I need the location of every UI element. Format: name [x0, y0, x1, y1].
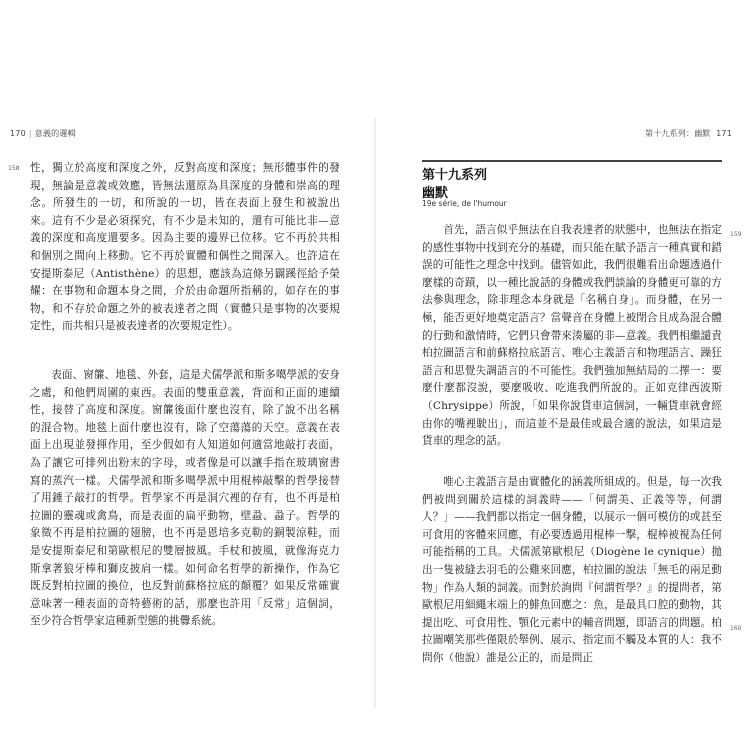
left-page-number: 170: [10, 129, 26, 138]
left-running-head: [10, 128, 76, 139]
right-paragraph-2: 唯心主義語言是由實體化的涵義所組成的。但是，每一次我們被問到關於這樣的詞義時——「何謂美、正義等等，何謂人？」——我們都以指定一個身體，以展示一個可模仿的或甚至可食用的客體來回應，有必要透過用棍棒一擊，棍棒被視為任何可能指稱的工具。犬儒派第歐根尼（Diogène le cynique）拋出一隻被縫去羽毛的公雞來回應，柏拉圖的說法「無毛的兩足動物」作為人類的詞義。而對於詢問『何謂哲學？』的提問者，第歐根尼用細繩末端上的鯡魚回應之：魚，是最具口腔的動物，其提出吃、可食用性、顎化元素中的輔音問題，即語言的問題。柏拉圖嘲笑那些僅限於舉例、展示、指定而不觸及本質的人：我不問你（他說）誰是公正的，而是問正: [422, 476, 722, 664]
chapter-rule: [422, 160, 722, 162]
right-paragraph-1: 首先，語言似乎無法在自我表達者的狀態中，也無法在指定的感性事物中找到充分的基礎，而只能在賦予語言一種真實和錯誤的可能性之理念中找到。儘管如此，我們很難看出命題透過什麼樣的奇蹟，以一種比說話的身體或我們談論的身體更可靠的方法參與理念，除非理念本身就是「名稱自身」。而身體，在另一極，能否更好地奠定語言？當聲音在身體上被閉合且成為混合體的行動和激情時，它們只會帶來湊屬的非—意義。我們相繼譴責柏拉圖語言和前蘇格拉底語言、唯心主義語言和物理語言、躁狂語言和思覺失調語言的不可能性。我們強加無結局的二擇一：要麼什麼都沒說，要麼吸收、吃進我們所說的。正如克律西波斯（Chrysippe）所說，「如果你說貨車這個詞，一輛貨車就會經由你的嘴裡駛出」，而這並不是最佳或最合適的說法，如果這是貨車的理念的話。: [422, 224, 722, 448]
left-paragraph-1: 性，獨立於高度和深度之外，反對高度和深度；無形體事件的發現，無論是意義或效應，皆無法還原為具深度的身體和崇高的理念。所發生的一切，和所說的一切，皆在表面上發生和被說出來。這有不少是必須探究，有不少是未知的，還有可能比非—意義的深度和高度還要多。因為主要的邊界已位移。它不再於共相和個別之間向上移動。它不再於實體和偶性之間深入。也許這在安提斯泰尼（Antisthène）的思想，應該為這條另闢蹊徑給予榮耀：在事物和命題本身之間，介於由命題所指稱的，如存在的事物，和不存於命題之外的被表達者之間（實體只是事物的次要規定性，而共相只是被表達者的次要規定性）。: [30, 162, 340, 333]
right-page-number: 171: [716, 129, 732, 138]
right-margin-number-1: 159: [730, 231, 742, 238]
chapter-french-title: 19e série, de l'humour: [422, 199, 507, 208]
left-margin-number: 158: [8, 165, 20, 172]
left-paragraph-2: 表面、窗簾、地毯、外套，這是犬儒學派和斯多噶學派的安身之處，和他們周圍的東西。表面的雙重意義，背面和正面的連續性，接替了高度和深度。窗簾後面什麼也沒有，除了說不出名稱的混合物。地毯上面什麼也沒有，除了空蕩蕩的天空。意義在表面上出現並發揮作用，至少假如有人知道如何適當地敲打表面，為了讓它可排列出粉末的字母，或者像是可以讓手指在玻璃窗書寫的蒸汽一樣。犬儒學派和斯多噶學派中用棍棒敲擊的哲學接替了用錘子敲打的哲學。哲學家不再是洞穴裡的存有，也不再是柏拉圖的靈魂或禽鳥，而是表面的扁平動物，壁蝨、蝨子。哲學的象徵不再是柏拉圖的翅膀，也不再是恩培多克勒的銅製涼鞋，而是安提斯泰尼和第歐根尼的雙層披風。手杖和披風，就像海克力斯拿著狼牙棒和獅皮披肩一樣。如何命名哲學的新操作，作為它既反對柏拉圖的換位，也反對前蘇格拉底的顛覆？如果反常確實意味著一種表面的奇特藝術的話，那麼也許用「反常」這個詞，至少符合哲學家這種新型態的挑釁系統。: [30, 369, 340, 628]
right-margin-number-2: 160: [730, 625, 742, 632]
right-running-title: 第十九系列：幽默: [645, 129, 711, 138]
chapter-title: 第十九系列: [422, 168, 488, 183]
book-gutter: [374, 118, 376, 708]
left-running-title: 意義的邏輯: [34, 129, 76, 138]
running-head-separator: |: [28, 129, 32, 138]
chapter-subtitle: 幽默: [422, 186, 449, 201]
right-running-head: [645, 128, 732, 139]
